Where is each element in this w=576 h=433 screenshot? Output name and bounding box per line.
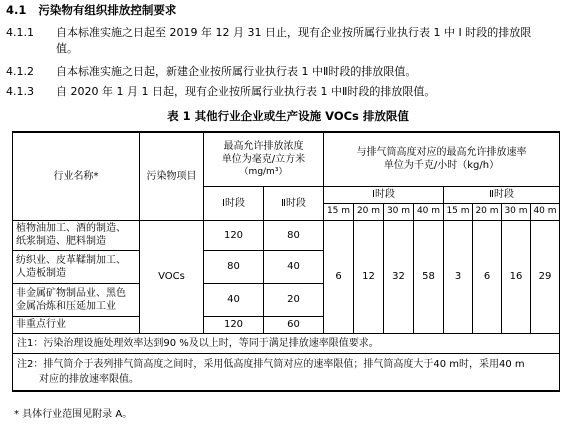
paragraph-text: 自本标准实施之日起至 2019 年 12 月 31 日止，现有企业按所属行业执行表 1 中 Ⅰ 时段的排放限 — [56, 26, 532, 39]
rate-p1-30m: 32 — [384, 220, 414, 333]
conc-period1-value: 80 — [204, 250, 264, 283]
height-15m: 15 m — [444, 203, 473, 220]
header-industry: 行业名称* — [13, 132, 140, 220]
header-rate — [324, 132, 560, 186]
industry-cell: 非重点行业 — [13, 316, 140, 333]
conc-period2-value: 80 — [264, 220, 324, 250]
section-title: 污染物有组织排放控制要求 — [38, 3, 177, 17]
height-15m: 15 m — [324, 203, 354, 220]
paragraph-4-1-3 — [6, 84, 572, 100]
rate-p2-30m: 16 — [502, 220, 531, 333]
section-heading — [6, 2, 176, 18]
header-rate-period1: Ⅰ时段 — [324, 186, 444, 203]
conc-period2-value: 40 — [264, 250, 324, 283]
note-row — [13, 333, 560, 353]
conc-line1: 最高允许排放浓度 — [223, 140, 304, 152]
conc-unit: （mg/m³） — [239, 166, 288, 177]
industry-line: 纺织业、皮革鞣制加工、 — [16, 254, 126, 266]
rate-line2: 单位为千克/小时（kg/h） — [383, 160, 500, 172]
table-row — [13, 220, 560, 250]
note-2 — [13, 353, 560, 391]
header-pollutant: 污染物项目 — [140, 132, 204, 220]
paragraph-number: 4.1.3 — [6, 85, 34, 98]
paragraph-continuation: 值。 — [56, 42, 78, 55]
conc-period2-value: 20 — [264, 283, 324, 316]
height-30m: 30 m — [502, 203, 531, 220]
industry-cell — [13, 283, 140, 316]
height-20m: 20 m — [473, 203, 502, 220]
note-1: 注1：污染治理设施处理效率达到90 %及以上时，等同于满足排放速率限值要求。 — [13, 333, 560, 353]
header-conc-period2: Ⅱ时段 — [264, 186, 324, 220]
rate-p1-40m: 58 — [414, 220, 444, 333]
note-2-line1: 注2：排气筒介于表列排气筒高度之间时，采用低高度排气筒对应的速率限值；排气筒高度大于40 m时，采用40 m — [17, 358, 525, 370]
conc-line2: 单位为毫克/立方米 — [221, 153, 306, 165]
industry-line: 人造板制造 — [16, 267, 66, 279]
rate-line1: 与排气筒高度对应的最高允许排放速率 — [356, 147, 527, 159]
voc-limits-table — [12, 131, 560, 392]
height-40m: 40 m — [531, 203, 560, 220]
rate-p1-20m: 12 — [354, 220, 384, 333]
table-caption: 表 1 其他行业企业或生产设施 VOCs 排放限值 — [167, 109, 409, 123]
conc-period1-value: 40 — [204, 283, 264, 316]
industry-cell — [13, 220, 140, 250]
height-40m: 40 m — [414, 203, 444, 220]
height-20m: 20 m — [354, 203, 384, 220]
paragraph-number: 4.1.1 — [6, 26, 34, 39]
conc-period1-value: 120 — [204, 220, 264, 250]
industry-line: 植物油加工、酒的制造、 — [16, 223, 126, 234]
table-footnote: * 具体行业范围见附录 A。 — [14, 409, 133, 420]
header-rate-period2: Ⅱ时段 — [444, 186, 560, 203]
note-row — [13, 353, 560, 391]
header-conc-period1: Ⅰ时段 — [204, 186, 264, 220]
conc-period2-value: 60 — [264, 316, 324, 333]
rate-p2-15m: 3 — [444, 220, 473, 333]
height-30m: 30 m — [384, 203, 414, 220]
header-concentration — [204, 132, 324, 186]
note-2-line2: 对应的排放速率限值。 — [39, 373, 139, 385]
industry-line: 金属冶炼和压延加工业 — [16, 300, 116, 312]
industry-line: 非金属矿物制品业、黑色 — [16, 287, 126, 299]
paragraph-4-1-2 — [6, 64, 572, 80]
industry-line: 纸浆制造、肥料制造 — [16, 236, 106, 247]
rate-p2-20m: 6 — [473, 220, 502, 333]
rate-p1-15m: 6 — [324, 220, 354, 333]
paragraph-text: 自本标准实施之日起，新建企业按所属行业执行表 1 中Ⅱ时段的排放限值。 — [56, 65, 417, 78]
paragraph-text: 自 2020 年 1 月 1 日起，现有企业按所属行业执行表 1 中Ⅱ时段的排放限值。 — [56, 85, 436, 98]
rate-p2-40m: 29 — [531, 220, 560, 333]
paragraph-4-1-1 — [6, 25, 572, 57]
conc-period1-value: 120 — [204, 316, 264, 333]
paragraph-number: 4.1.2 — [6, 65, 34, 78]
section-number: 4.1 — [6, 3, 27, 17]
pollutant-cell: VOCs — [140, 220, 204, 333]
industry-cell — [13, 250, 140, 283]
